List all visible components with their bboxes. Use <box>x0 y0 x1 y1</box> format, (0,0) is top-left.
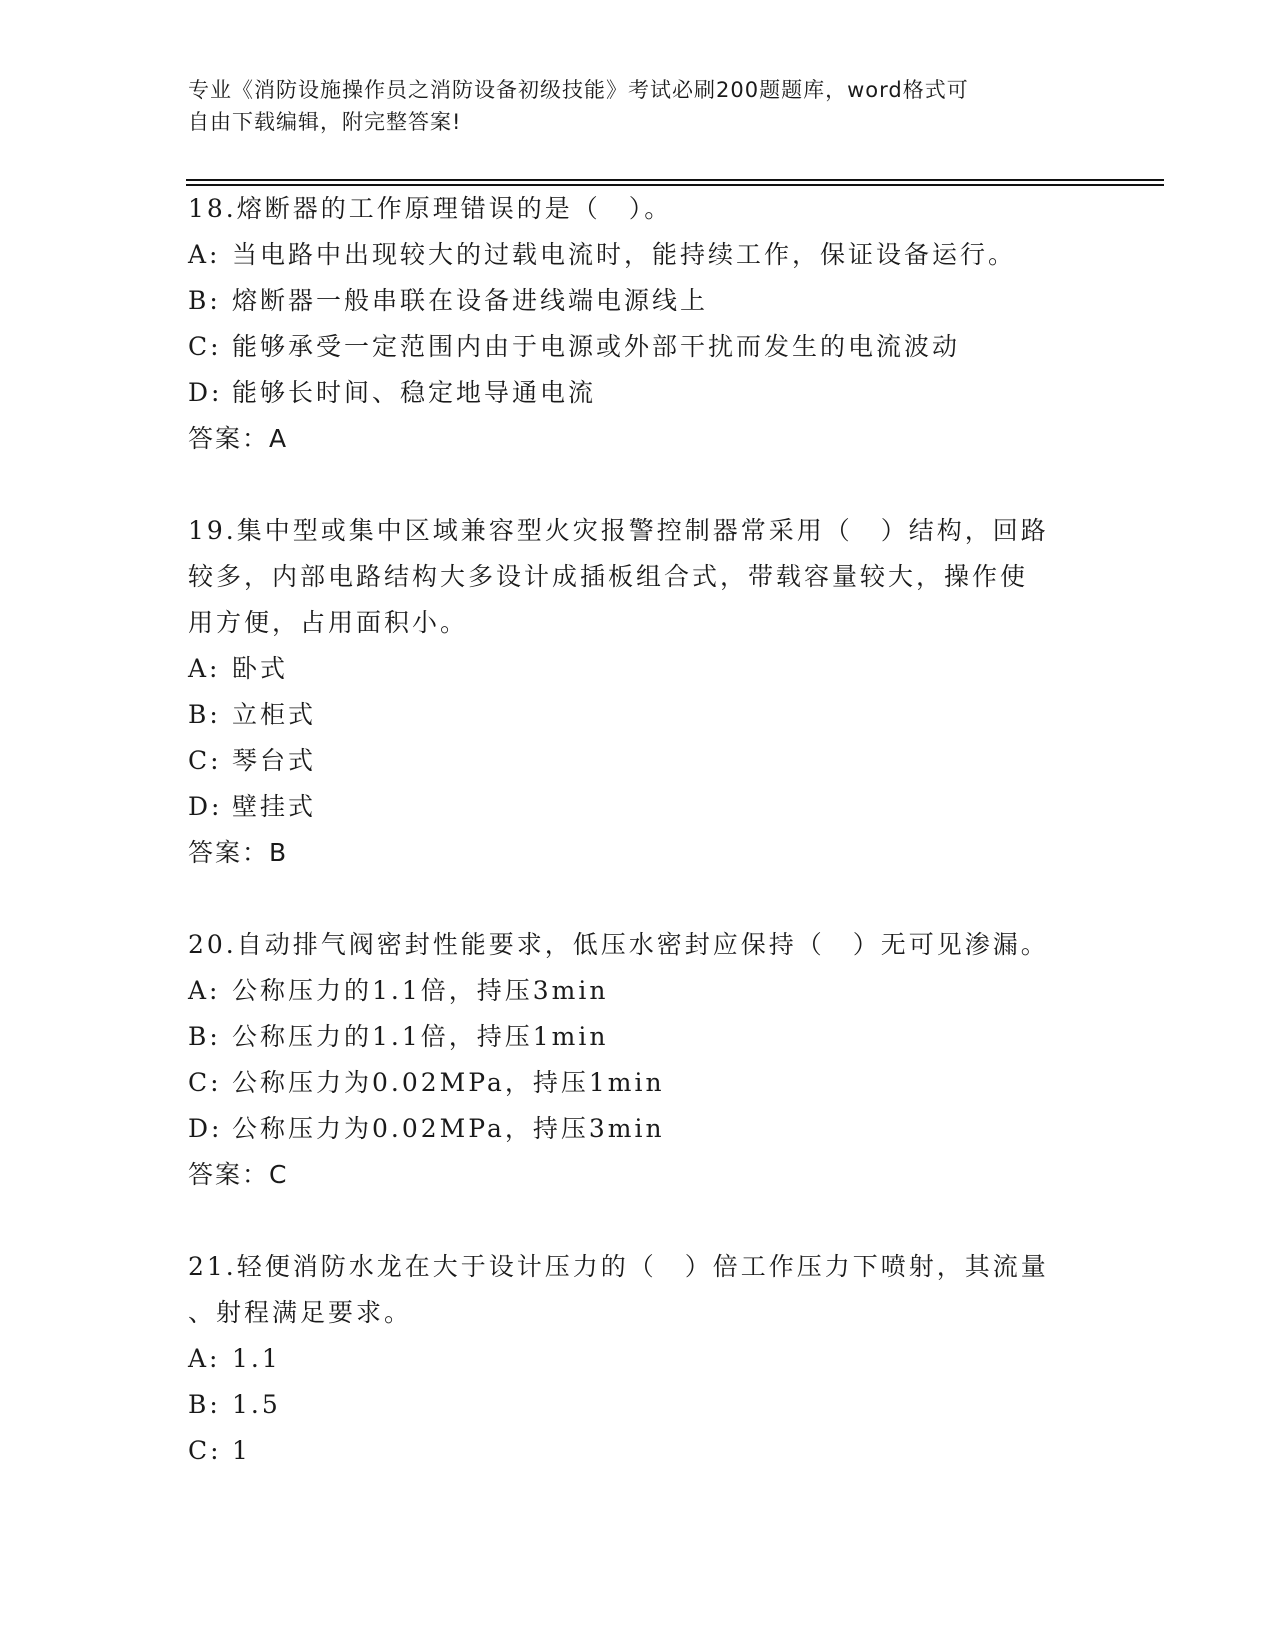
option-text: 壁挂式 <box>232 792 317 821</box>
question-20 <box>188 922 1088 1198</box>
option-text: 1.1 <box>232 1344 281 1373</box>
option-text: 卧式 <box>232 654 289 683</box>
option-letter: D: <box>188 1114 223 1143</box>
question-stem: 19.集中型或集中区域兼容型火灾报警控制器常采用（ ）结构，回路 <box>188 516 1049 545</box>
option-d <box>188 784 1088 830</box>
header-line-1: 专业《消防设施操作员之消防设备初级技能》考试必刷200题题库，word格式可 <box>188 78 969 102</box>
option-b <box>188 278 1088 324</box>
option-letter: A: <box>188 976 221 1005</box>
option-letter: C: <box>188 1068 222 1097</box>
option-d <box>188 370 1088 416</box>
option-c <box>188 1060 1088 1106</box>
header-line-2: 自由下载编辑，附完整答案! <box>188 110 462 134</box>
option-text: 立柜式 <box>232 700 317 729</box>
option-b <box>188 1014 1088 1060</box>
option-text: 公称压力的1.1倍，持压3min <box>232 976 609 1005</box>
option-a <box>188 1336 1088 1382</box>
option-letter: B: <box>188 1022 221 1051</box>
option-letter: D: <box>188 792 223 821</box>
option-letter: C: <box>188 746 222 775</box>
question-stem: 18.熔断器的工作原理错误的是（ ）。 <box>188 194 673 223</box>
option-text: 公称压力为0.02MPa，持压1min <box>232 1068 665 1097</box>
option-c <box>188 738 1088 784</box>
option-text: 能够长时间、稳定地导通电流 <box>232 378 597 407</box>
option-c <box>188 324 1088 370</box>
header-divider-top <box>186 179 1164 181</box>
option-letter: D: <box>188 378 223 407</box>
answer-line: 答案：A <box>188 424 289 453</box>
option-letter: C: <box>188 1436 222 1465</box>
option-text: 1 <box>232 1436 251 1465</box>
option-text: 熔断器一般串联在设备进线端电源线上 <box>232 286 709 315</box>
option-text: 琴台式 <box>232 746 317 775</box>
option-letter: B: <box>188 1390 221 1419</box>
option-b <box>188 1382 1088 1428</box>
question-stem: 用方便，占用面积小。 <box>188 608 469 637</box>
answer-line: 答案：C <box>188 1160 289 1189</box>
answer-line: 答案：B <box>188 838 289 867</box>
option-text: 公称压力的1.1倍，持压1min <box>232 1022 609 1051</box>
option-letter: A: <box>188 240 221 269</box>
document-header <box>188 74 1088 138</box>
option-text: 能够承受一定范围内由于电源或外部干扰而发生的电流波动 <box>232 332 961 361</box>
question-stem: 较多，内部电路结构大多设计成插板组合式，带载容量较大，操作使 <box>188 562 1029 591</box>
question-stem: 、射程满足要求。 <box>188 1298 413 1327</box>
option-a <box>188 968 1088 1014</box>
option-a <box>188 646 1088 692</box>
option-text: 公称压力为0.02MPa，持压3min <box>232 1114 665 1143</box>
question-18 <box>188 186 1088 462</box>
question-stem: 21.轻便消防水龙在大于设计压力的（ ）倍工作压力下喷射，其流量 <box>188 1252 1049 1281</box>
question-21 <box>188 1244 1088 1474</box>
option-c <box>188 1428 1088 1474</box>
option-d <box>188 1106 1088 1152</box>
option-letter: C: <box>188 332 222 361</box>
option-a <box>188 232 1088 278</box>
option-letter: A: <box>188 654 221 683</box>
question-list <box>188 186 1088 1474</box>
option-letter: B: <box>188 286 221 315</box>
option-b <box>188 692 1088 738</box>
question-19 <box>188 508 1088 876</box>
option-text: 1.5 <box>232 1390 281 1419</box>
question-stem: 20.自动排气阀密封性能要求，低压水密封应保持（ ）无可见渗漏。 <box>188 930 1049 959</box>
option-text: 当电路中出现较大的过载电流时，能持续工作，保证设备运行。 <box>232 240 1017 269</box>
option-letter: A: <box>188 1344 221 1373</box>
option-letter: B: <box>188 700 221 729</box>
